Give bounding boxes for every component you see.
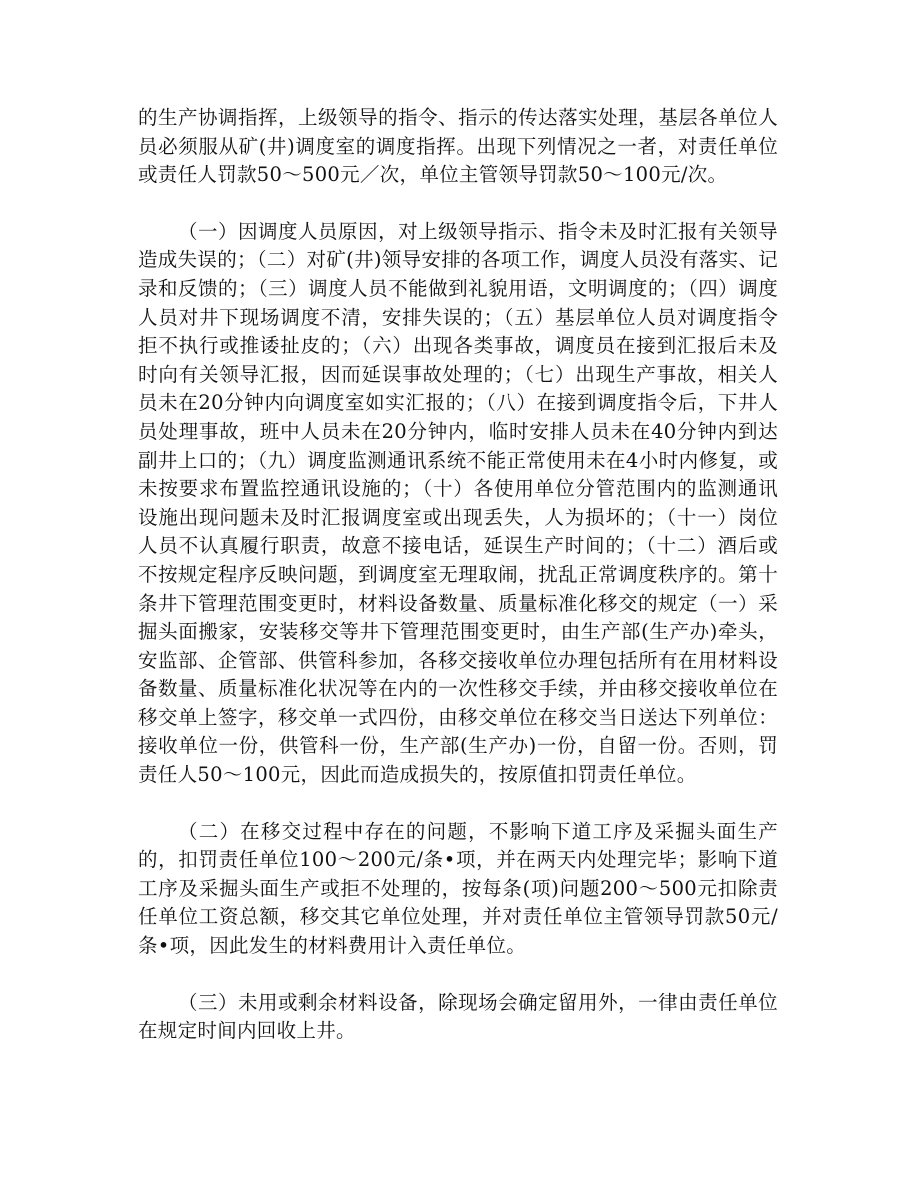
- paragraph-violations-list: （一）因调度人员原因，对上级领导指示、指令未及时汇报有关领导造成失误的；（二）对矿(井)领导安排的各项工作，调度人员没有落实、记录和反馈的；（三）调度人员不能做到礼貌用语，文明调度的；（四）调度人员对井下现场调度不清，安排失误的；（五）基层单位人员对调度指令拒不执行或推诿扯皮的；（六）出现各类事故，调度员在接到汇报后未及时向有关领导汇报，因而延误事故处理的；（七）出现生产事故，相关人员未在20分钟内向调度室如实汇报的；（八）在接到调度指令后，下井人员处理事故，班中人员未在20分钟内，临时安排人员未在40分钟内到达副井上口的；（九）调度监测通讯系统不能正常使用未在4小时内修复，或未按要求布置监控通讯设施的；（十）各使用单位分管范围内的监测通讯设施出现问题未及时汇报调度室或出现丢失，人为损坏的；（十一）岗位人员不认真履行职责，故意不接电话，延误生产时间的；（十二）酒后或不按规定程序反映问题，到调度室无理取闹，扰乱正常调度秩序的。第十条井下管理范围变更时，材料设备数量、质量标准化移交的规定（一）采掘头面搬家，安装移交等井下管理范围变更时，由生产部(生产办)牵头，安监部、企管部、供管科参加，各移交接收单位办理包括所有在用材料设备数量、质量标准化状况等在内的一次性移交手续，并由移交接收单位在移交单上签字，移交单一式四份，由移交单位在移交当日送达下列单位：接收单位一份，供管科一份，生产部(生产办)一份，自留一份。否则，罚责任人50～100元，因此而造成损失的，按原值扣罚责任单位。: [138, 219, 778, 787]
- document-page: [138, 104, 778, 1074]
- paragraph-transfer-problems: （二）在移交过程中存在的问题，不影响下道工序及采掘头面生产的，扣罚责任单位100～200元/条•项，并在两天内处理完毕；影响下道工序及采掘头面生产或拒不处理的，按每条(项)问题200～500元扣除责任单位工资总额，移交其它单位处理，并对责任单位主管领导罚款50元/条•项，因此发生的材料费用计入责任单位。: [138, 819, 778, 958]
- paragraph-continuation: 的生产协调指挥，上级领导的指令、指示的传达落实处理，基层各单位人员必须服从矿(井)调度室的调度指挥。出现下列情况之一者，对责任单位或责任人罚款50～500元／次，单位主管领导罚款50～100元/次。: [138, 106, 778, 187]
- paragraph-unused-materials: （三）未用或剩余材料设备，除现场会确定留用外，一律由责任单位在规定时间内回收上井。: [138, 990, 778, 1043]
